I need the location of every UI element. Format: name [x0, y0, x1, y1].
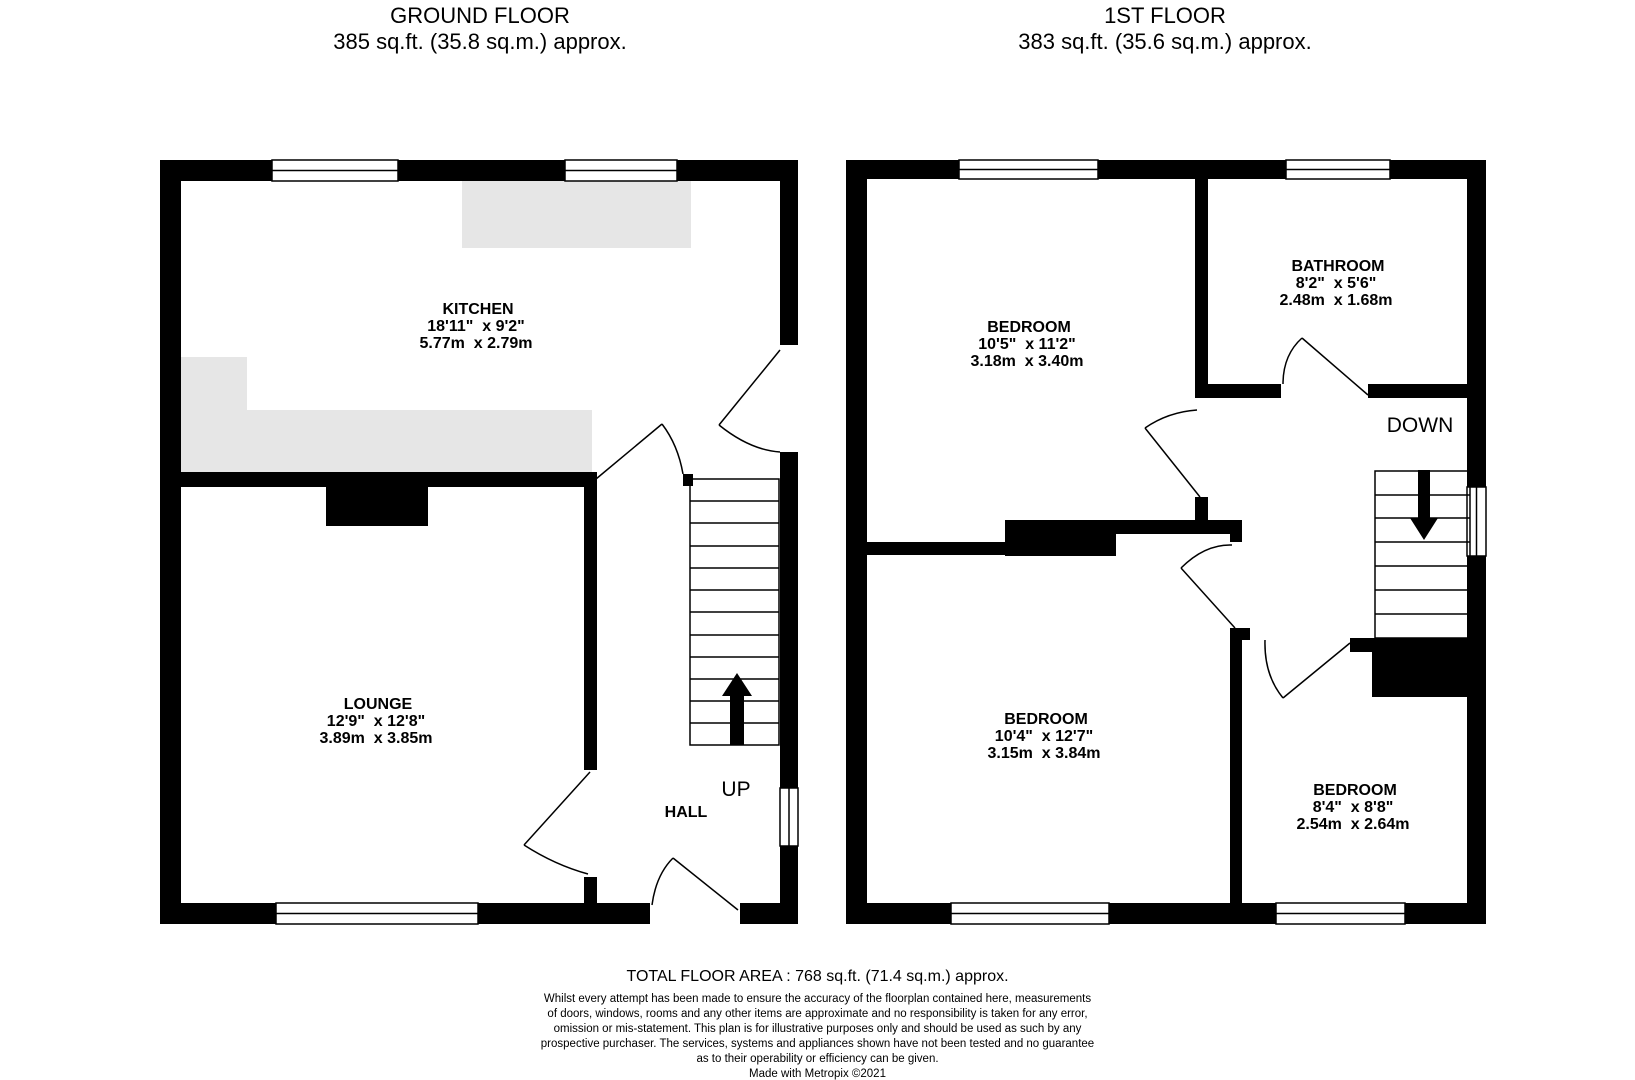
bedroom-3-metric: 2.54m x 2.64m — [1296, 816, 1410, 833]
total-floor-area: TOTAL FLOOR AREA : 768 sq.ft. (71.4 sq.m.) approx. — [626, 968, 1009, 985]
disclaimer-line: of doors, windows, rooms and any other items are approximate and no responsibility is taken for any error, — [547, 1008, 1088, 1020]
bedroom-2-imperial: 10'4" x 12'7" — [994, 728, 1094, 745]
first-floor-title: 1ST FLOOR — [1104, 3, 1226, 28]
disclaimer-line: omission or mis-statement. This plan is for illustrative purposes only and should be used as such by any — [553, 1023, 1082, 1035]
stairs-up-label: UP — [721, 778, 751, 801]
ground-floor-windows — [272, 160, 798, 924]
first-floor-stairs — [1375, 470, 1470, 638]
stairs-down-label: DOWN — [1386, 414, 1454, 437]
ground-floor-labels — [320, 301, 751, 821]
ground-floor-plan — [160, 160, 798, 924]
kitchen-imperial: 18'11" x 9'2" — [427, 318, 525, 335]
first-floor-plan — [846, 160, 1486, 924]
ground-floor-title: GROUND FLOOR — [390, 3, 570, 28]
lounge-imperial: 12'9" x 12'8" — [326, 713, 426, 730]
kitchen-name: KITCHEN — [442, 301, 514, 318]
bathroom-name: BATHROOM — [1291, 258, 1385, 275]
bathroom-imperial: 8'2" x 5'6" — [1295, 275, 1377, 292]
bedroom-1-metric: 3.18m x 3.40m — [970, 353, 1084, 370]
ground-floor-area: 385 sq.ft. (35.8 sq.m.) approx. — [333, 29, 627, 54]
disclaimer-line: as to their operability or efficiency can be given. — [696, 1053, 939, 1065]
bedroom-2-metric: 3.15m x 3.84m — [987, 745, 1101, 762]
made-with-credit: Made with Metropix ©2021 — [749, 1068, 886, 1080]
ground-floor-stairs — [690, 479, 779, 745]
lounge-name: LOUNGE — [343, 696, 413, 713]
stairs-down-arrow-icon — [1410, 470, 1438, 540]
bedroom-1-imperial: 10'5" x 11'2" — [978, 336, 1076, 353]
bathroom-metric: 2.48m x 1.68m — [1279, 292, 1393, 309]
lounge-metric: 3.89m x 3.85m — [319, 730, 433, 747]
bedroom-3-name: BEDROOM — [1313, 782, 1397, 799]
disclaimer-line: prospective purchaser. The services, systems and appliances shown have not been tested and no guarantee — [540, 1038, 1095, 1050]
disclaimer — [505, 992, 1130, 1067]
bedroom-3-imperial: 8'4" x 8'8" — [1312, 799, 1394, 816]
kitchen-metric: 5.77m x 2.79m — [419, 335, 533, 352]
bedroom-1-name: BEDROOM — [987, 319, 1071, 336]
disclaimer-line: Whilst every attempt has been made to ensure the accuracy of the floorplan contained here, measurements — [543, 993, 1092, 1005]
hall-name: HALL — [664, 804, 708, 821]
stairs-up-arrow-icon — [722, 673, 752, 745]
first-floor-area: 383 sq.ft. (35.6 sq.m.) approx. — [1018, 29, 1312, 54]
bedroom-2-name: BEDROOM — [1004, 711, 1088, 728]
